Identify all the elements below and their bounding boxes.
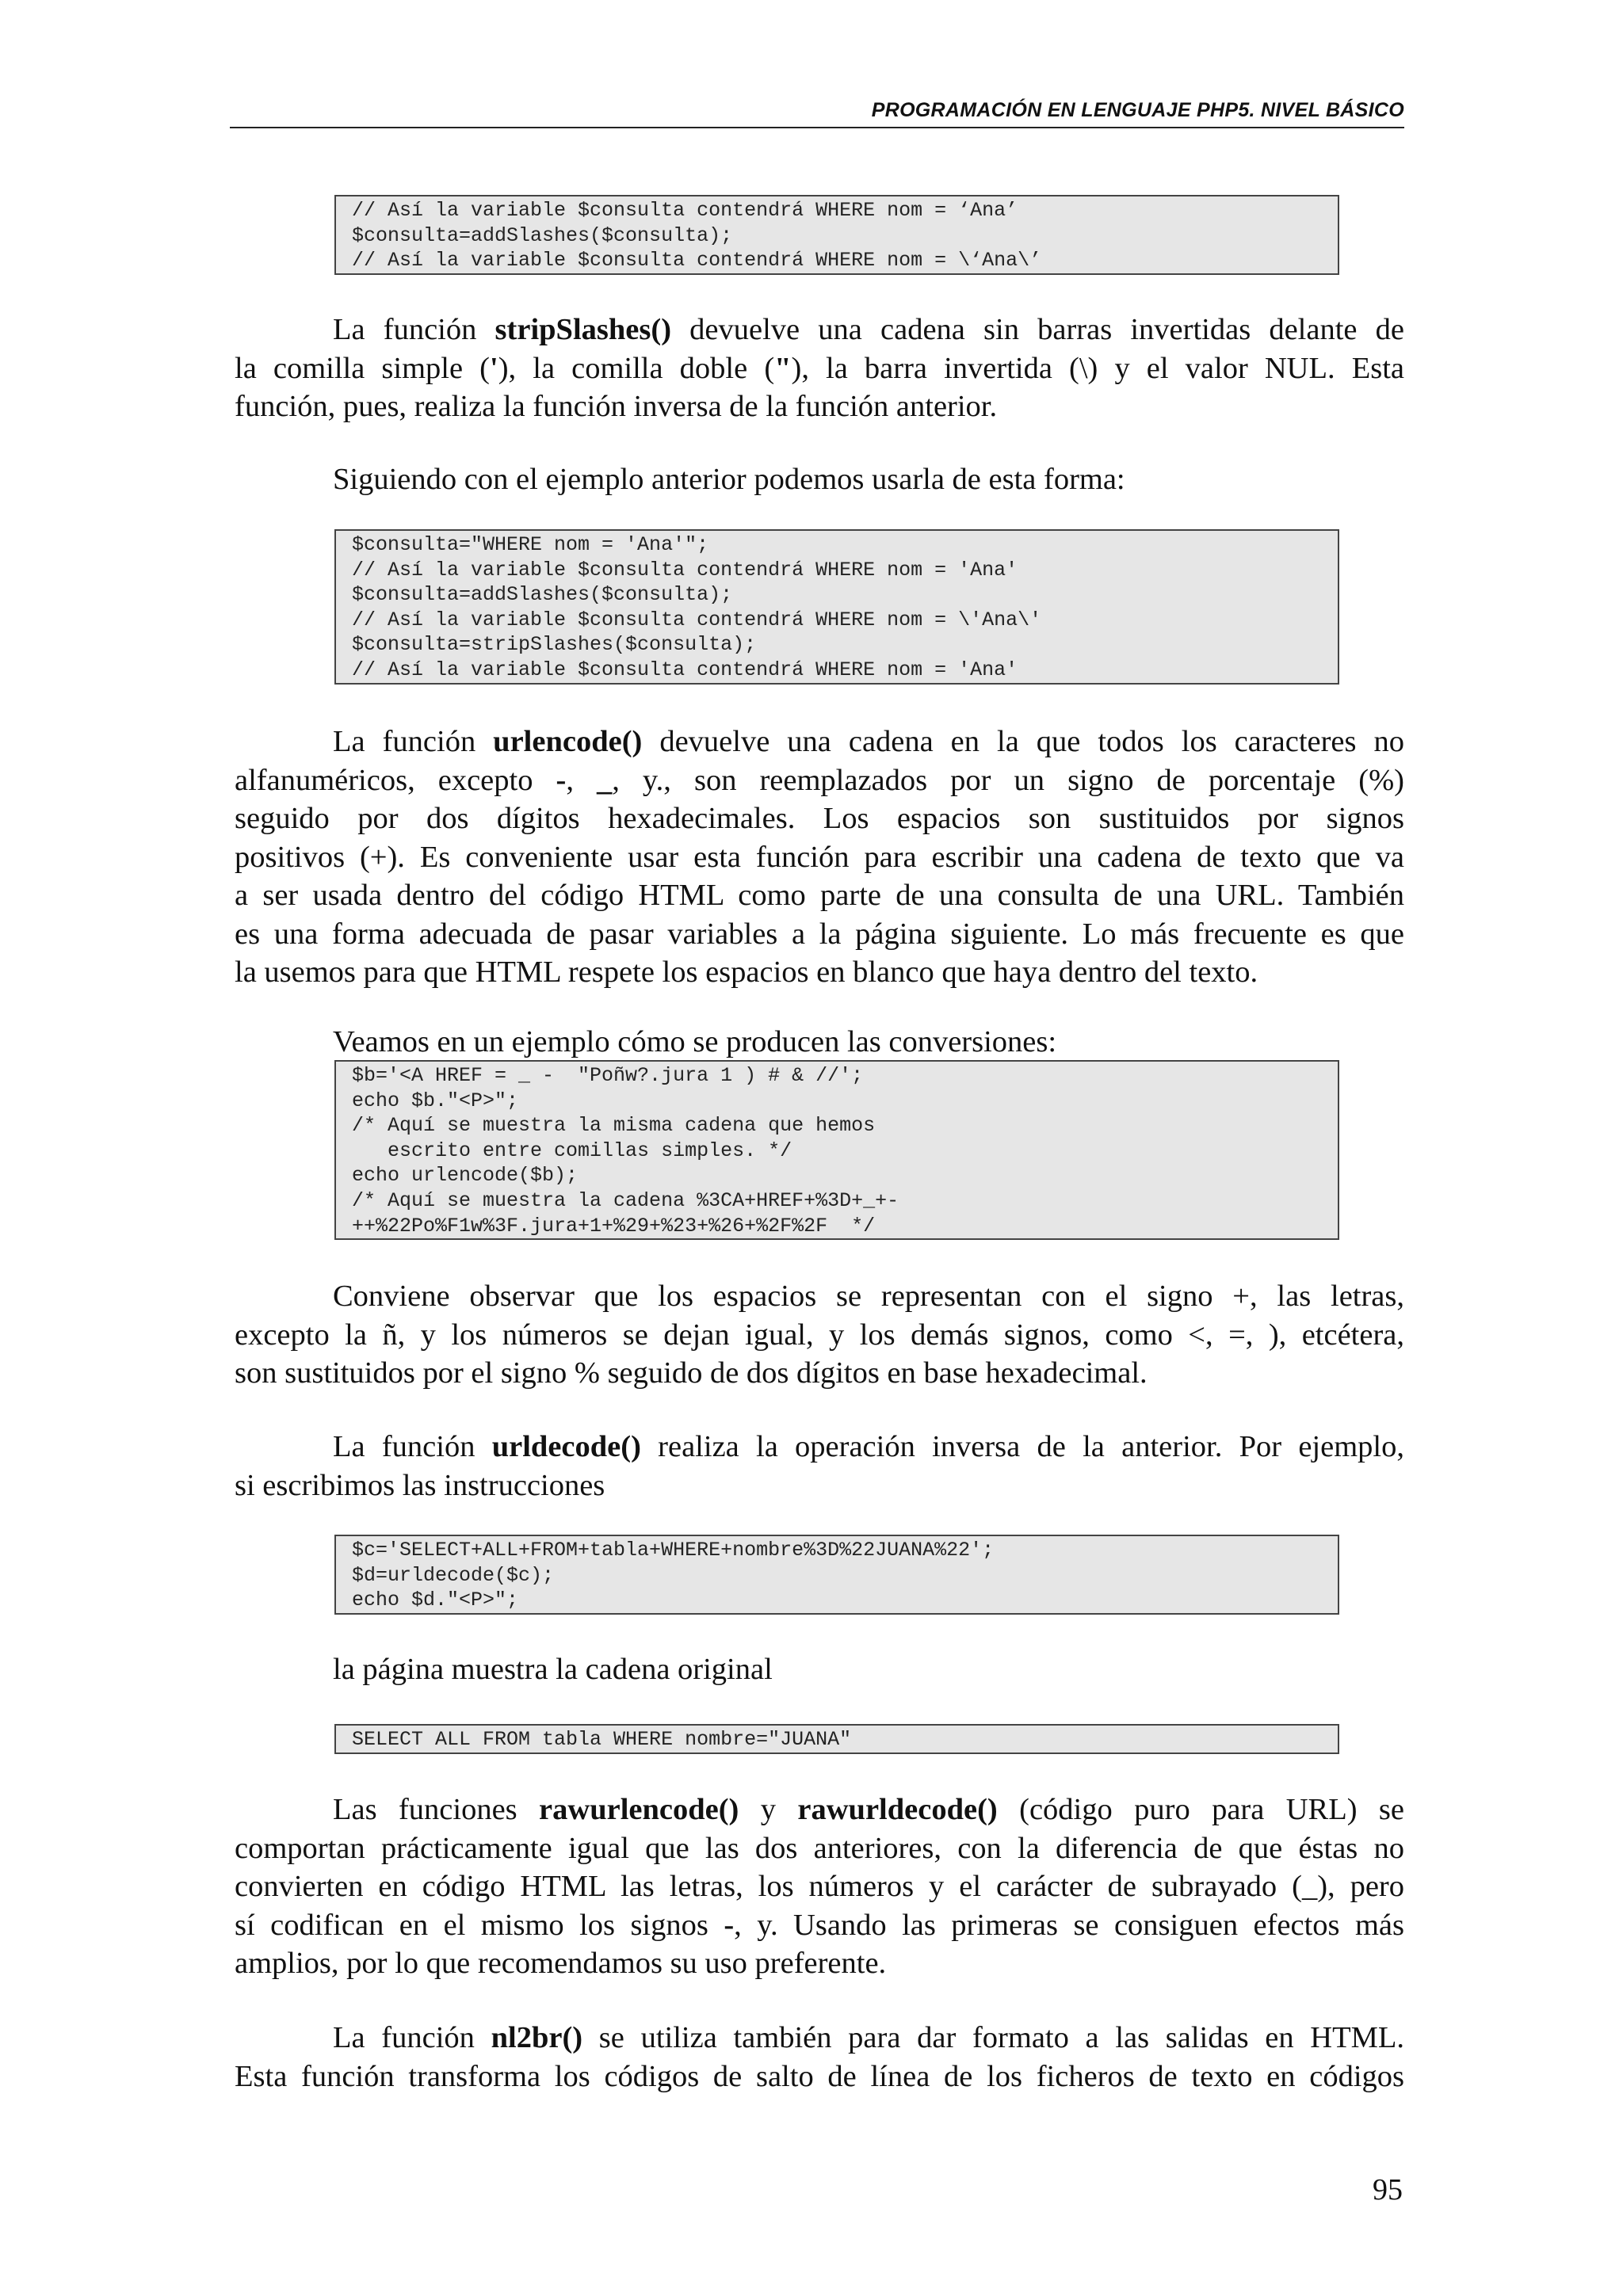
function-name: urldecode() [491,1430,641,1463]
page-number: 95 [1373,2173,1403,2206]
text-line: Las funciones rawurlencode() y rawurldecode() (código puro para URL) se [333,1793,1404,1826]
code-line: escrito entre comillas simples. */ [352,1138,792,1162]
code-line: // Así la variable $consulta contendrá WHERE nom = 'Ana' [352,658,1018,681]
text-line: positivos (+). Es conveniente usar esta función para escribir una cadena de texto que va [235,840,1404,874]
code-line: $consulta=addSlashes($consulta); [352,223,733,247]
code-line: // Así la variable $consulta contendrá WHERE nom = \'Ana\' [352,608,1042,631]
text-line: la comilla simple ('), la comilla doble ("), la barra invertida (\) y el valor NUL. Esta [235,351,1404,385]
code-line: ++%22Po%F1w%3F.jura+1+%29+%23+%26+%2F%2F */ [352,1214,876,1238]
code-line: $consulta=addSlashes($consulta); [352,583,733,607]
paragraph-veamos: Veamos en un ejemplo cómo se producen las conversiones: [333,1025,1057,1058]
paragraph-conviene [235,1277,1404,1393]
code-line: $b='<A HREF = _ - "Poñw?.jura 1 ) # & //'; [352,1064,864,1087]
text-line: La función stripSlashes() devuelve una cadena sin barras invertidas delante de [333,313,1404,346]
text-line: excepto la ñ, y los números se dejan igual, y los demás signos, como <, =, ), etcétera, [235,1318,1404,1352]
paragraph-nl2br [235,2019,1404,2096]
text-line: Conviene observar que los espacios se representan con el signo +, las letras, [333,1280,1404,1313]
text-line: Esta función transforma los códigos de salto de línea de los ficheros de texto en códigos [235,2059,1404,2093]
text-line: La función urlencode() devuelve una cadena en la que todos los caracteres no [333,725,1404,758]
code-block-2 [334,529,1339,685]
running-header: PROGRAMACIÓN EN LENGUAJE PHP5. NIVEL BÁSICO [230,97,1404,128]
text-line: a ser usada dentro del código HTML como parte de una consulta de una URL. También [235,879,1404,912]
text-line: La función urldecode() realiza la operación inversa de la anterior. Por ejemplo, [333,1430,1404,1463]
text-line: La función nl2br() se utiliza también para dar formato a las salidas en HTML. [333,2021,1404,2054]
code-block-5 [334,1724,1339,1754]
code-line: $consulta="WHERE nom = 'Ana'"; [352,533,709,556]
function-name: nl2br() [491,2021,583,2054]
text-line: son sustituidos por el signo % seguido de dos dígitos en base hexadecimal. [235,1356,1148,1390]
text-line: si escribimos las instrucciones [235,1468,605,1502]
function-name: stripSlashes() [495,313,672,346]
text-line: es una forma adecuada de pasar variables a la página siguiente. Lo más frecuente es que [235,917,1404,951]
code-line: // Así la variable $consulta contendrá WHERE nom = ‘Ana’ [352,199,1018,222]
paragraph-rawurlencode [235,1791,1404,1983]
text-line: sí codifican en el mismo los signos -, y. Usando las primeras se consiguen efectos más [235,1908,1404,1942]
code-line: /* Aquí se muestra la cadena %3CA+HREF+%3D+_+- [352,1188,899,1212]
paragraph-siguiendo: Siguiendo con el ejemplo anterior podemos usarla de esta forma: [333,463,1125,496]
code-line: $c='SELECT+ALL+FROM+tabla+WHERE+nombre%3D%22JUANA%22'; [352,1539,995,1562]
text-line: comportan prácticamente igual que las dos anteriores, con la diferencia de que éstas no [235,1831,1404,1865]
paragraph-urldecode [235,1428,1404,1505]
code-line: $d=urldecode($c); [352,1563,555,1587]
text-line: amplios, por lo que recomendamos su uso preferente. [235,1947,887,1980]
code-block-4 [334,1535,1339,1615]
text-line: función, pues, realiza la función inversa de la función anterior. [235,390,998,423]
code-line: /* Aquí se muestra la misma cadena que hemos [352,1114,876,1138]
code-line: echo urlencode($b); [352,1164,579,1188]
code-line: echo $b."<P>"; [352,1089,519,1112]
function-name: rawurldecode() [797,1793,998,1826]
code-line: echo $d."<P>"; [352,1589,519,1612]
paragraph-stripslashes [235,311,1404,426]
code-line: // Así la variable $consulta contendrá WHERE nom = \‘Ana\’ [352,249,1042,273]
code-line: // Así la variable $consulta contendrá WHERE nom = 'Ana' [352,558,1018,582]
function-name: rawurlencode() [539,1793,739,1826]
function-name: urlencode() [493,725,643,758]
text-line: convierten en código HTML las letras, los números y el carácter de subrayado (_), pero [235,1870,1404,1903]
code-block-3 [334,1060,1339,1240]
paragraph-pagina-muestra: la página muestra la cadena original [333,1653,773,1686]
code-line: $consulta=stripSlashes($consulta); [352,633,757,657]
text-line: la usemos para que HTML respete los espacios en blanco que haya dentro del texto. [235,955,1258,989]
text-line: seguido por dos dígitos hexadecimales. Los espacios son sustituidos por signos [235,802,1404,835]
code-block-1 [334,195,1339,275]
code-line: SELECT ALL FROM tabla WHERE nombre="JUANA" [352,1728,852,1751]
text-line: alfanuméricos, excepto -, _, y., son reemplazados por un signo de porcentaje (%) [235,763,1404,797]
paragraph-urlencode [235,723,1404,992]
